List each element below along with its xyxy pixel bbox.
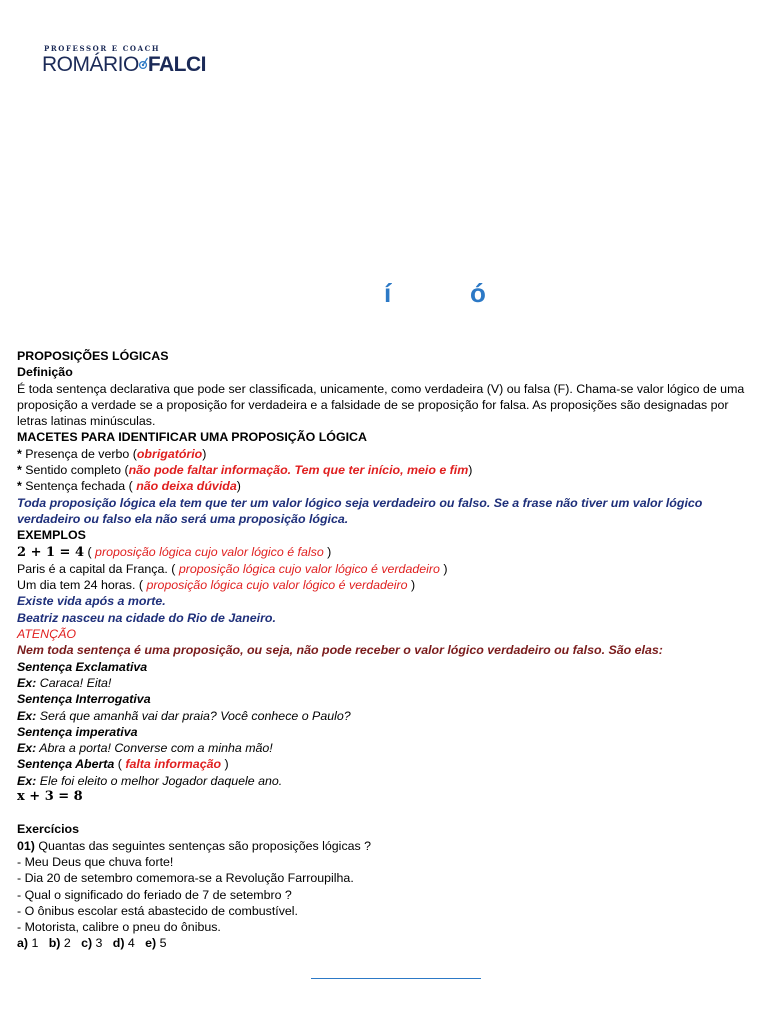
example-paris: [17, 561, 757, 577]
definition-text: É toda sentença declarativa que pode ser classificada, unicamente, como verdadeira (V) ou falsa (F). Chama-se valor lógico de uma proposição a verdade se a proposição for verdadeira e a falsidade de se proposição for falsa. As proposições são designadas por letras latinas minúsculas.: [17, 381, 745, 429]
answer-options: [17, 935, 757, 951]
list-item: - O ônibus escolar está abastecido de combustível.: [17, 903, 299, 918]
ex-text: Ele foi eleito o melhor Jogador daquele ano.: [36, 773, 283, 788]
logo-tagline: PROFESSOR E COACH: [44, 44, 161, 53]
logo-wordmark: [42, 54, 206, 76]
math-expression: 2 + 1 = 4: [17, 544, 85, 560]
paren-close: ): [323, 544, 332, 559]
definition-label: Definição: [17, 365, 73, 380]
bullet-star: *: [17, 446, 22, 461]
option-letter: e): [145, 936, 157, 951]
ex-label: Ex:: [17, 741, 37, 756]
list-item: - Motorista, calibre o pneu do ônibus.: [17, 920, 221, 935]
option-letter: a): [17, 936, 29, 951]
question-1: [17, 838, 757, 854]
document-body: [17, 348, 757, 952]
list-item: - Meu Deus que chuva forte!: [17, 854, 174, 869]
attention-text: Nem toda sentença é uma proposição, ou seja, não pode receber o valor lógico verdadeiro ou falso. São elas:: [17, 643, 663, 658]
bullet-end: ): [236, 479, 241, 494]
bullet-sense: [17, 462, 757, 478]
footer-divider: [311, 978, 481, 979]
ex-label: Ex:: [17, 773, 37, 788]
example-life: Existe vida após a morte.: [17, 594, 166, 609]
exercises-heading: Exercícios: [17, 822, 79, 837]
examples-heading: EXEMPLOS: [17, 528, 86, 543]
bullet-end: ): [468, 463, 473, 478]
bullet-star: *: [17, 463, 22, 478]
type-open-example: [17, 773, 757, 789]
example-math: [17, 544, 757, 561]
target-icon: [139, 56, 148, 72]
type-open-label: Sentença Aberta: [17, 757, 115, 772]
bullet-text: Presença de verbo (: [25, 446, 137, 461]
brand-logo: [42, 44, 206, 76]
type-open: [17, 756, 757, 772]
title-residual-glyphs: [0, 278, 768, 312]
option-value: 5: [156, 936, 167, 951]
type-imperative: Sentença imperativa: [17, 724, 138, 739]
paren-close: ): [439, 561, 448, 576]
example-text: Paris é a capital da França. (: [17, 561, 179, 576]
bullet-closed: [17, 478, 757, 494]
example-note: proposição lógica cujo valor lógico é verdadeiro: [146, 578, 408, 593]
paren-close: ): [221, 757, 229, 772]
bullet-emphasis: não pode faltar informação. Tem que ter início, meio e fim: [128, 463, 469, 478]
option-value: 3: [92, 936, 103, 951]
paren-close: ): [407, 578, 416, 593]
example-beatriz: Beatriz nasceu na cidade do Rio de Janeiro.: [17, 610, 276, 625]
option-value: 2: [60, 936, 71, 951]
logo-name-part1: ROMÁRIO: [42, 53, 139, 76]
bullet-verb: [17, 446, 757, 462]
bullet-text: Sentido completo (: [25, 463, 129, 478]
rule-text: Toda proposição lógica ela tem que ter um valor lógico seja verdadeiro ou falso. Se a frase não tiver um valor lógico verdadeiro ou falso ela não será uma proposição lógica.: [17, 495, 703, 526]
section-heading: PROPOSIÇÕES LÓGICAS: [17, 349, 169, 363]
type-interrogative: Sentença Interrogativa: [17, 692, 151, 707]
ex-label: Ex:: [17, 675, 37, 690]
bullet-text: Sentença fechada (: [25, 479, 137, 494]
option-value: 1: [28, 936, 39, 951]
type-open-note: falta informação: [125, 757, 222, 772]
example-text: Um dia tem 24 horas. (: [17, 578, 147, 593]
bullet-emphasis: não deixa dúvida: [136, 479, 237, 494]
list-item: - Qual o significado do feriado de 7 de setembro ?: [17, 887, 292, 902]
bullet-end: ): [202, 446, 207, 461]
paren-open: (: [114, 757, 126, 772]
attention-label: ATENÇÃO: [17, 627, 76, 642]
ex-text: Abra a porta! Converse com a minha mão!: [36, 741, 273, 756]
title-glyph-1: í: [384, 278, 392, 308]
example-day: [17, 577, 757, 593]
bullet-emphasis: obrigatório: [136, 446, 203, 461]
type-exclamative: Sentença Exclamativa: [17, 659, 148, 674]
option-letter: c): [81, 936, 93, 951]
ex-text: Será que amanhã vai dar praia? Você conhece o Paulo?: [36, 708, 351, 723]
option-letter: b): [48, 936, 61, 951]
open-math-expression: x + 3 = 8: [17, 789, 83, 805]
spacer: [17, 805, 757, 821]
list-item: - Dia 20 de setembro comemora-se a Revolução Farroupilha.: [17, 871, 354, 886]
type-interrogative-example: [17, 708, 757, 724]
macetes-heading: MACETES PARA IDENTIFICAR UMA PROPOSIÇÃO LÓGICA: [17, 430, 367, 445]
example-note: proposição lógica cujo valor lógico é verdadeiro: [178, 561, 440, 576]
ex-label: Ex:: [17, 708, 37, 723]
bullet-star: *: [17, 479, 22, 494]
ex-text: Caraca! Eita!: [36, 675, 112, 690]
type-imperative-example: [17, 740, 757, 756]
option-value: 4: [124, 936, 135, 951]
logo-name-part2: FALCI: [147, 53, 207, 76]
title-glyph-2: ó: [470, 278, 486, 308]
paren-open: (: [84, 544, 96, 559]
example-note: proposição lógica cujo valor lógico é falso: [95, 544, 324, 559]
type-exclamative-example: [17, 675, 757, 691]
option-letter: d): [112, 936, 125, 951]
question-number: 01): [17, 838, 35, 853]
question-text: Quantas das seguintes sentenças são proposições lógicas ?: [34, 838, 372, 853]
